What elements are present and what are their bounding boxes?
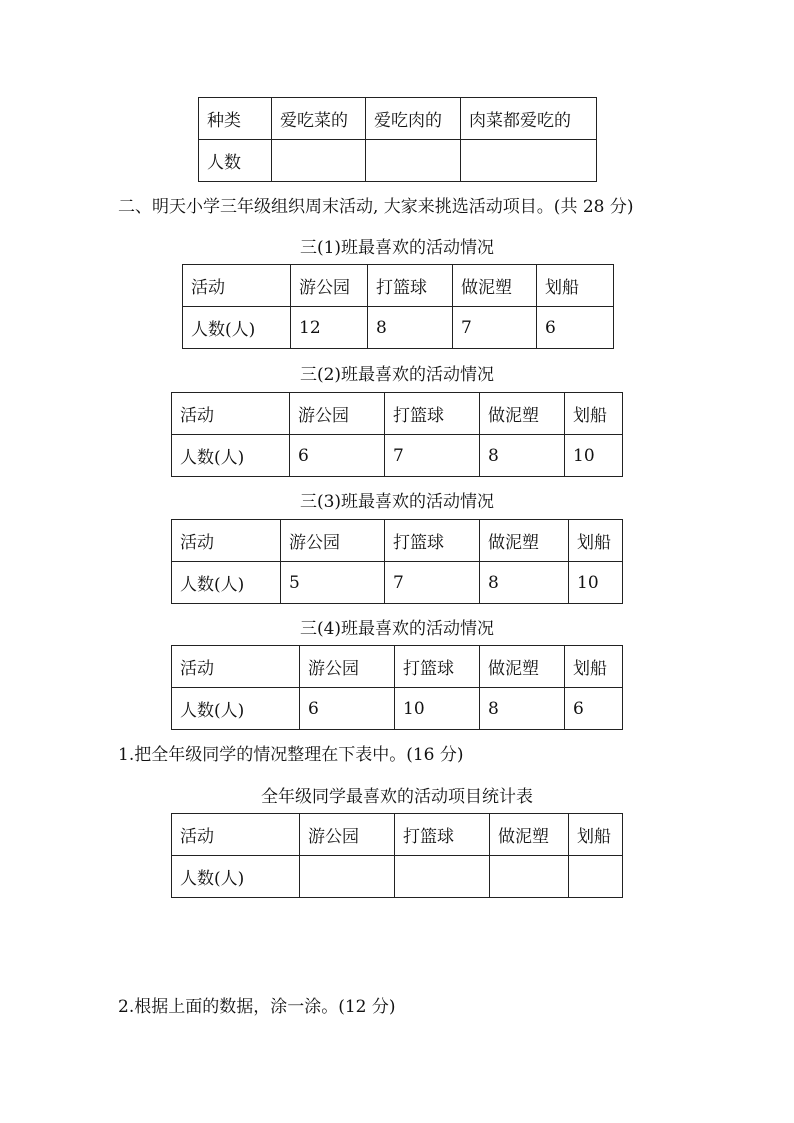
- table-cell: 8: [480, 562, 569, 604]
- table-cell: 做泥塑: [480, 520, 569, 562]
- section-2-heading: 二、明天小学三年级组织周末活动, 大家来挑选活动项目。(共 28 分): [118, 197, 634, 217]
- table-cell: 6: [290, 435, 385, 477]
- table-cell: 打篮球: [385, 520, 480, 562]
- table-cell: 12: [291, 307, 368, 349]
- table-cell: 人数(人): [172, 688, 300, 730]
- class-3-table-title: 三(3)班最喜欢的活动情况: [299, 492, 495, 512]
- answer-cell[interactable]: [461, 140, 597, 182]
- table-cell: 做泥塑: [480, 646, 565, 688]
- table-cell: 划船: [537, 265, 614, 307]
- class-1-activity-table: [182, 264, 614, 349]
- question-2: 2.根据上面的数据，涂一涂。(12 分): [118, 997, 396, 1017]
- table-cell: 7: [453, 307, 537, 349]
- class-1-table-title: 三(1)班最喜欢的活动情况: [299, 238, 495, 258]
- table-cell: 打篮球: [368, 265, 453, 307]
- question-1: 1.把全年级同学的情况整理在下表中。(16 分): [118, 745, 464, 765]
- table-cell: 爱吃肉的: [366, 98, 461, 140]
- food-preference-table: [198, 97, 597, 182]
- answer-cell[interactable]: [300, 856, 395, 898]
- table-cell: 人数(人): [172, 435, 290, 477]
- table-cell: 活动: [172, 393, 290, 435]
- class-4-activity-table: [171, 645, 623, 730]
- table-cell: 7: [385, 435, 480, 477]
- table-cell: 人数(人): [172, 856, 300, 898]
- answer-cell[interactable]: [272, 140, 366, 182]
- table-cell: 6: [537, 307, 614, 349]
- table-cell: 8: [480, 435, 565, 477]
- table-cell: 种类: [199, 98, 272, 140]
- table-cell: 肉菜都爱吃的: [461, 98, 597, 140]
- table-cell: 人数(人): [183, 307, 291, 349]
- table-cell: 打篮球: [395, 646, 480, 688]
- table-cell: 游公园: [290, 393, 385, 435]
- answer-cell[interactable]: [490, 856, 569, 898]
- table-cell: 活动: [172, 646, 300, 688]
- table-cell: 人数: [199, 140, 272, 182]
- answer-cell[interactable]: [395, 856, 490, 898]
- class-2-table-title: 三(2)班最喜欢的活动情况: [299, 365, 495, 385]
- table-cell: 划船: [565, 393, 623, 435]
- table-cell: 划船: [565, 646, 623, 688]
- table-cell: 打篮球: [395, 814, 490, 856]
- table-cell: 10: [395, 688, 480, 730]
- table-cell: 活动: [172, 520, 281, 562]
- table-cell: 游公园: [300, 646, 395, 688]
- answer-cell[interactable]: [366, 140, 461, 182]
- summary-table-title: 全年级同学最喜欢的活动项目统计表: [261, 787, 533, 807]
- table-cell: 10: [569, 562, 623, 604]
- answer-cell[interactable]: [569, 856, 623, 898]
- table-cell: 6: [565, 688, 623, 730]
- table-cell: 人数(人): [172, 562, 281, 604]
- table-cell: 7: [385, 562, 480, 604]
- table-cell: 打篮球: [385, 393, 480, 435]
- table-cell: 5: [281, 562, 385, 604]
- class-4-table-title: 三(4)班最喜欢的活动情况: [299, 619, 495, 639]
- table-cell: 做泥塑: [480, 393, 565, 435]
- table-cell: 做泥塑: [490, 814, 569, 856]
- table-cell: 活动: [183, 265, 291, 307]
- table-cell: 游公园: [300, 814, 395, 856]
- table-cell: 活动: [172, 814, 300, 856]
- table-cell: 划船: [569, 814, 623, 856]
- table-cell: 8: [480, 688, 565, 730]
- table-cell: 划船: [569, 520, 623, 562]
- table-cell: 6: [300, 688, 395, 730]
- table-cell: 做泥塑: [453, 265, 537, 307]
- table-cell: 爱吃菜的: [272, 98, 366, 140]
- class-3-activity-table: [171, 519, 623, 604]
- summary-activity-table: [171, 813, 623, 898]
- table-cell: 游公园: [281, 520, 385, 562]
- table-cell: 10: [565, 435, 623, 477]
- class-2-activity-table: [171, 392, 623, 477]
- table-cell: 游公园: [291, 265, 368, 307]
- table-cell: 8: [368, 307, 453, 349]
